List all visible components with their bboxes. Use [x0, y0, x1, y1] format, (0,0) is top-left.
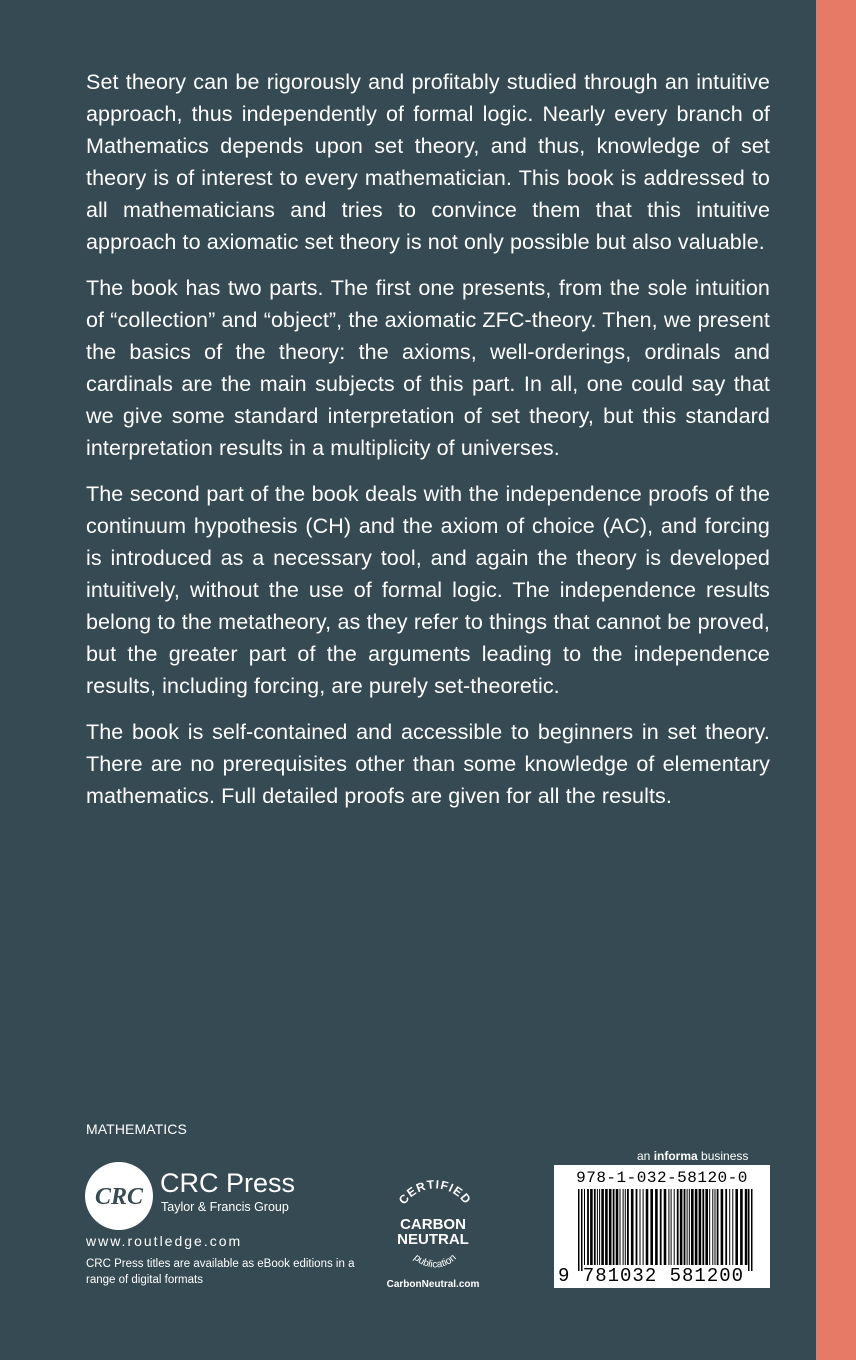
barcode-bar	[712, 1189, 713, 1265]
barcode-bar	[584, 1189, 585, 1265]
barcode-bar	[627, 1189, 629, 1265]
publisher-group: Taylor & Francis Group	[161, 1200, 289, 1214]
barcode-bar	[613, 1189, 615, 1265]
barcode-bar	[620, 1189, 621, 1265]
subject-category: MATHEMATICS	[86, 1121, 187, 1137]
barcode-bar	[640, 1189, 641, 1265]
barcode-bar	[689, 1189, 690, 1265]
blurb-paragraph-3: The second part of the book deals with the independence proofs of the continuum hypothesis (CH) and the axiom of choice (AC), and forcing is introduced as a necessary tool, and again the theory is developed intuitively, without the use of formal logic. The independence results belong to the metatheory, as they refer to things that cannot be proved, but the greater part of the arguments leading to the independence results, including forcing, are purely set-theoretic.	[86, 482, 770, 698]
blurb-paragraph-1: Set theory can be rigorously and profitably studied through an intuitive approach, thus independently of formal logic. Nearly every branch of Mathematics depends upon set theory, and thus, knowledge of set theory is of interest to every mathematician. This book is addressed to all mathematicians and tries to convince them that this intuitive approach to axiomatic set theory is not only possible but also valuable.	[86, 70, 770, 254]
barcode-bar	[599, 1189, 600, 1265]
barcode-bar	[616, 1189, 619, 1265]
barcode-bar	[717, 1189, 719, 1265]
crc-press-logo-icon	[84, 1161, 154, 1231]
barcode-bar	[625, 1189, 626, 1265]
barcode-bar	[751, 1189, 753, 1271]
barcode-bar	[695, 1189, 698, 1265]
barcode-bar	[664, 1189, 667, 1265]
isbn-barcode	[554, 1165, 770, 1288]
barcode-bar	[725, 1189, 727, 1265]
cn-neutral-text: NEUTRAL	[397, 1231, 469, 1248]
barcode-bar	[597, 1189, 598, 1265]
barcode-bar	[655, 1189, 658, 1265]
barcode-bar	[623, 1189, 624, 1265]
cn-publication-text: publication	[411, 1252, 459, 1271]
barcode-bar	[631, 1189, 634, 1265]
barcode-bar	[699, 1189, 702, 1265]
barcode-bar	[715, 1189, 716, 1265]
barcode-bar	[594, 1189, 596, 1265]
cn-certified-text: CERTIFIED	[395, 1177, 475, 1208]
informa-prefix: an	[637, 1149, 654, 1163]
barcode-bar	[677, 1189, 679, 1265]
barcode-bar	[636, 1189, 638, 1265]
barcode-bar	[705, 1189, 708, 1265]
barcode-bar	[605, 1189, 608, 1265]
informa-suffix: business	[697, 1149, 749, 1163]
barcode-bar	[687, 1189, 688, 1265]
barcode-bar	[721, 1189, 724, 1265]
barcode-bar	[748, 1189, 750, 1271]
cn-carbon-text: CARBON	[400, 1216, 466, 1233]
isbn-bottom-text: 9 781032 581200	[558, 1265, 745, 1287]
barcode-bar	[735, 1189, 738, 1265]
barcode-bar	[684, 1189, 686, 1265]
spine-accent-stripe	[816, 0, 856, 1360]
informa-business-tagline	[637, 1149, 748, 1163]
barcode-bar	[732, 1189, 733, 1265]
barcode-bar	[680, 1189, 683, 1265]
blurb-paragraph-4: The book is self-contained and accessible to beginners in set theory. There are no prerequisites other than some knowledge of elementary mathematics. Full detailed proofs are given for all the results.	[86, 720, 770, 808]
carbon-neutral-badge-icon	[378, 1176, 488, 1296]
barcode-bar	[691, 1189, 694, 1265]
cn-site-text: CarbonNeutral.com	[386, 1279, 480, 1290]
crc-logo-text: CRC	[94, 1184, 144, 1210]
barcode-bar	[609, 1189, 612, 1265]
barcode-bar	[660, 1189, 662, 1265]
ebook-availability-note: CRC Press titles are available as eBook editions in a range of digital formats	[86, 1258, 355, 1286]
barcode-bar	[702, 1189, 704, 1265]
informa-brand: informa	[653, 1149, 698, 1163]
barcode-bar	[745, 1189, 748, 1265]
barcode-bar	[578, 1189, 580, 1271]
barcode-bar	[650, 1189, 653, 1265]
barcode-bar	[668, 1189, 669, 1265]
svg-text:CERTIFIED	[396, 1177, 474, 1207]
barcode-bar	[590, 1189, 593, 1265]
publisher-website-link[interactable]: www.routledge.com	[86, 1233, 243, 1249]
barcode-bar	[581, 1189, 583, 1271]
barcode-bar	[740, 1189, 743, 1265]
back-cover-blurb	[86, 66, 770, 826]
barcode-bar	[671, 1189, 672, 1265]
barcode-bar	[643, 1189, 644, 1265]
barcode-bar	[646, 1189, 649, 1265]
barcode-bar	[601, 1189, 604, 1265]
isbn-top-text: 978-1-032-58120-0	[576, 1169, 748, 1187]
publisher-name: CRC Press	[160, 1168, 296, 1198]
barcode-bar	[729, 1189, 730, 1265]
blurb-paragraph-2: The book has two parts. The first one presents, from the sole intuition of “collection” and “object”, the axiomatic ZFC-theory. Then, we present the basics of the theory: the axioms, well-orderings, ordinals and cardinals are the main subjects of this part. In all, one could say that we give some standard interpretation of set theory, but this standard interpretation results in a multiplicity of universes.	[86, 276, 770, 460]
barcode-bar	[709, 1189, 710, 1265]
svg-text:publication	[411, 1252, 458, 1270]
barcode-bar	[674, 1189, 675, 1265]
barcode-bar	[587, 1189, 589, 1265]
